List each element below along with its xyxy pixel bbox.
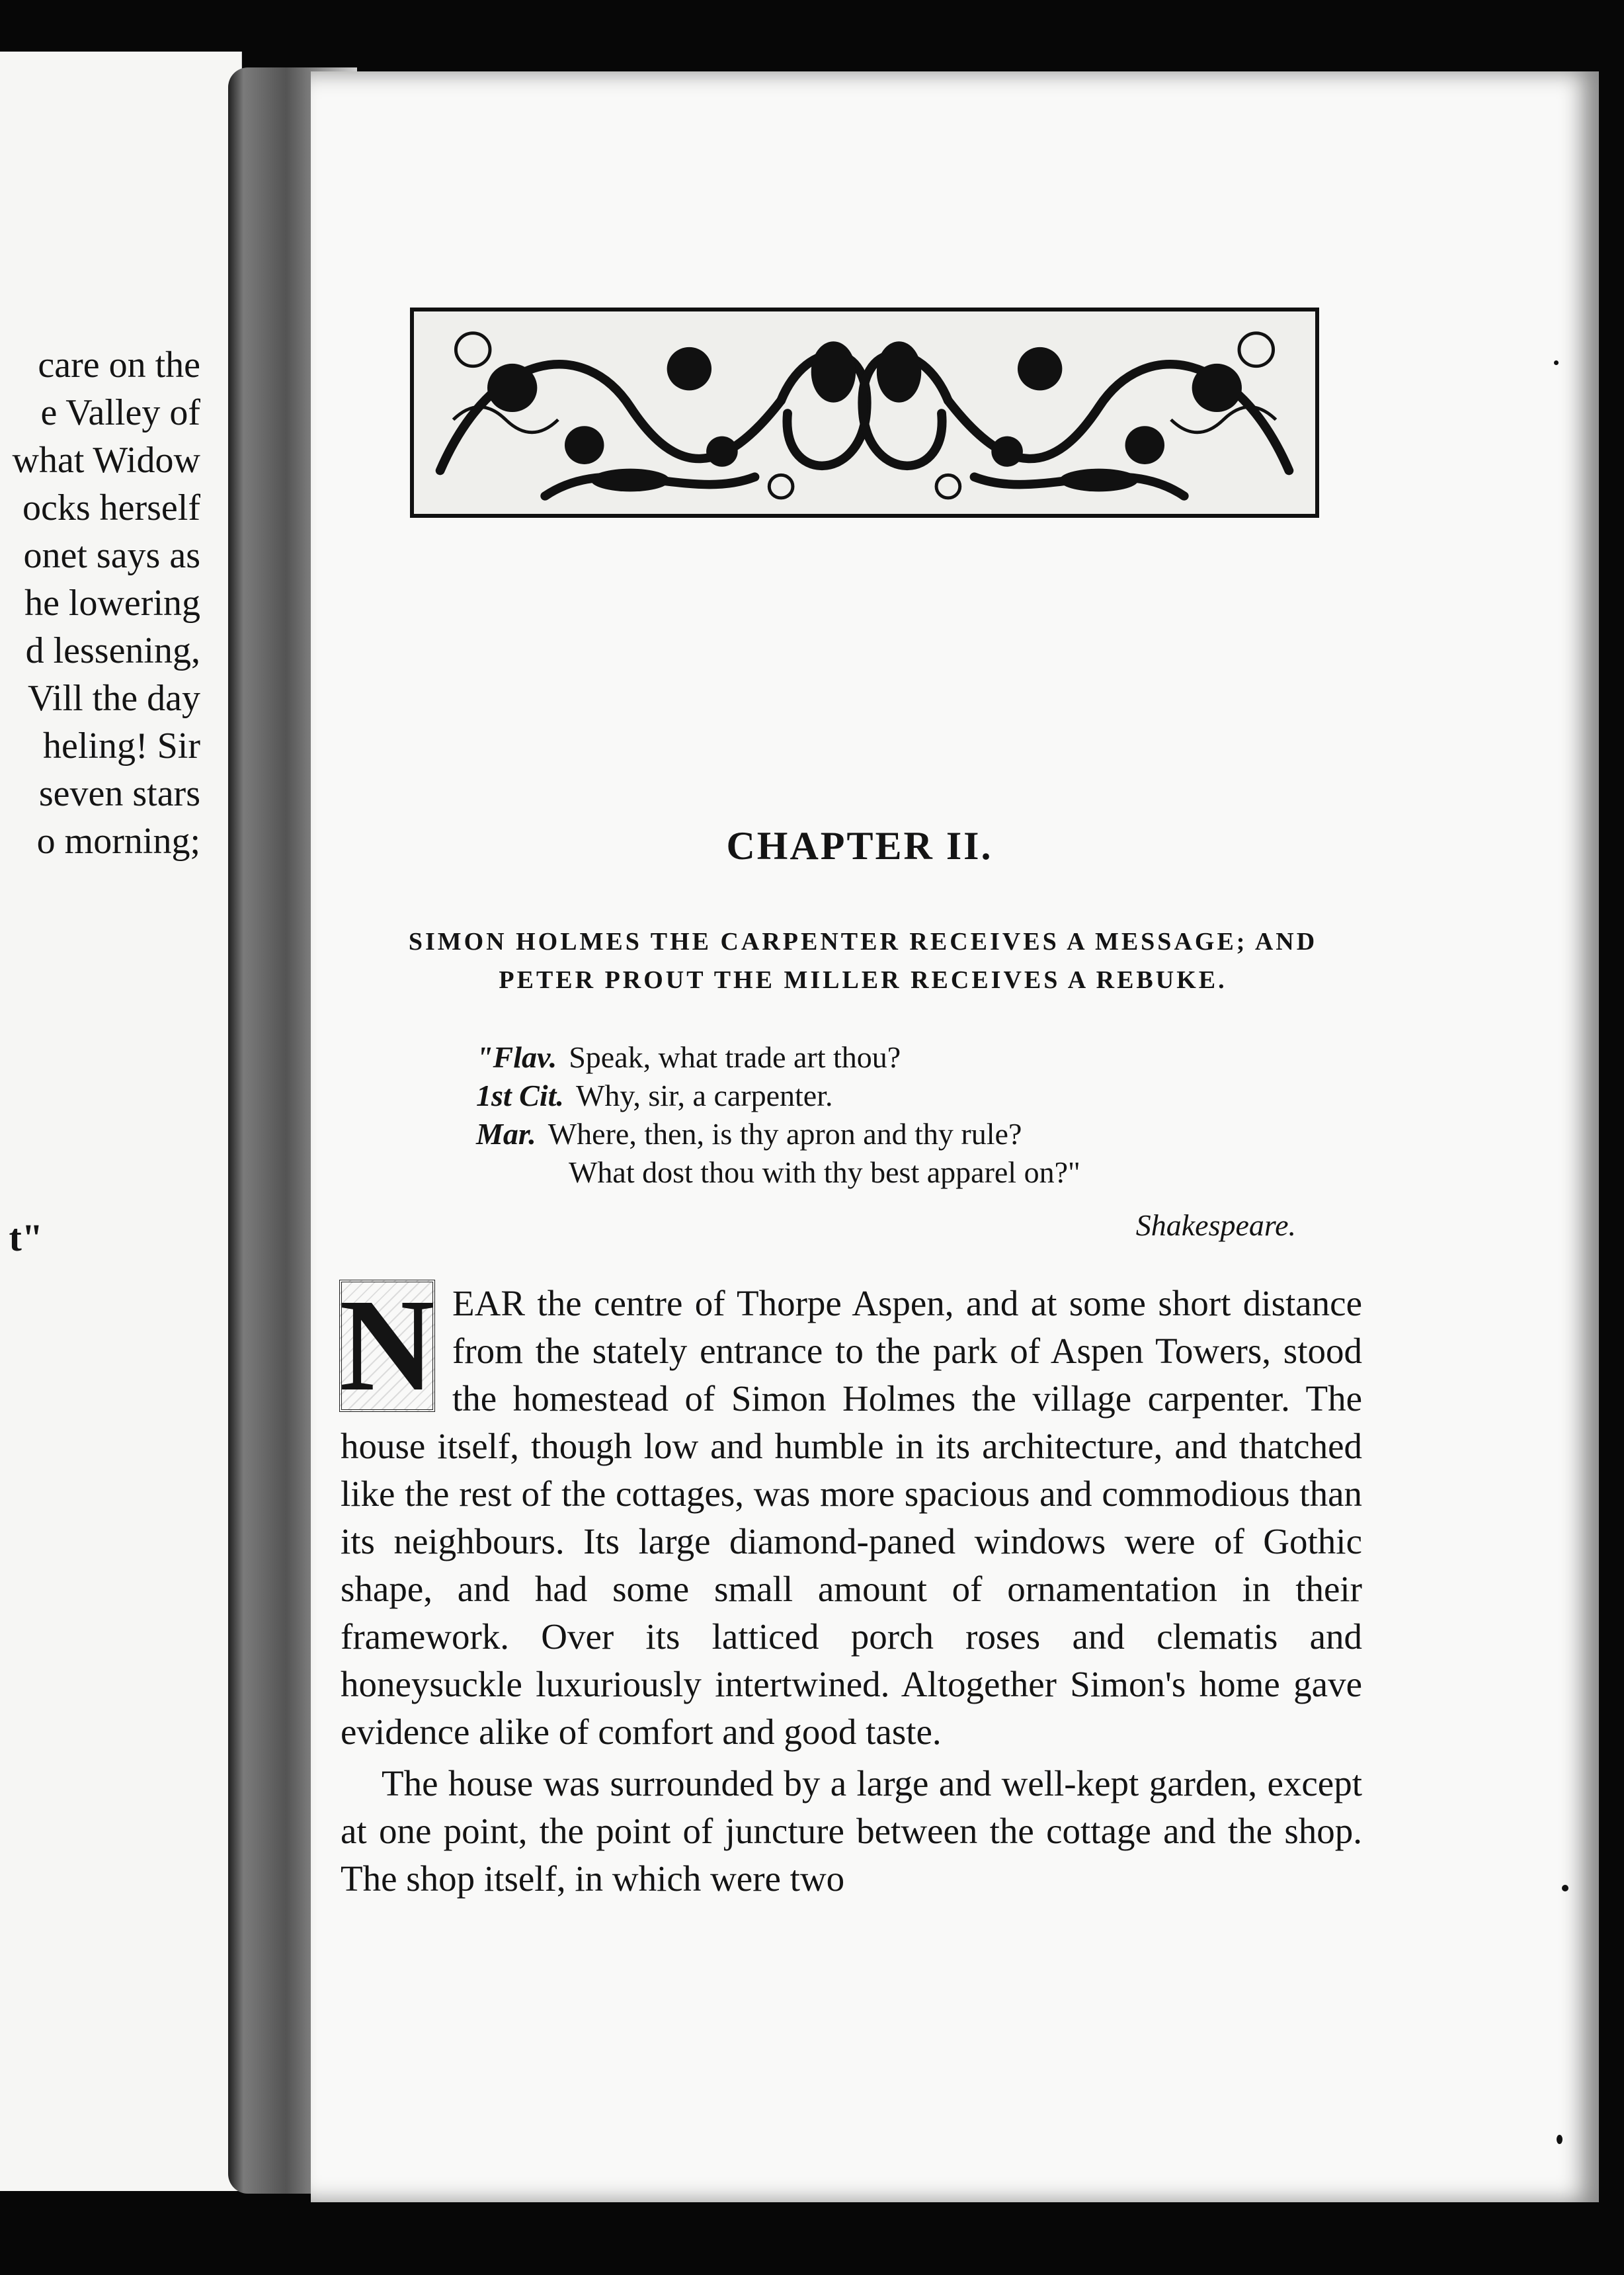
left-line: seven stars bbox=[38, 773, 200, 814]
scan-speck bbox=[1562, 1885, 1568, 1891]
epigraph-speaker: "Flav. bbox=[476, 1040, 557, 1074]
subtitle-line: PETER PROUT THE MILLER RECEIVES A REBUKE. bbox=[499, 966, 1227, 994]
epigraph-speaker: 1st Cit. bbox=[476, 1079, 564, 1112]
left-page-fragment: t" bbox=[9, 1216, 43, 1259]
left-line: onet says as bbox=[23, 535, 200, 576]
facing-left-page bbox=[0, 52, 242, 2191]
epigraph-text: Speak, what trade art thou? bbox=[569, 1040, 901, 1074]
epigraph-attribution: Shakespeare. bbox=[1135, 1208, 1296, 1242]
chapter-subtitle bbox=[384, 923, 1342, 999]
subtitle-line: SIMON HOLMES THE CARPENTER RECEIVES A MESSAGE; AND bbox=[408, 928, 1318, 956]
paragraph-2: The house was surrounded by a large and well-kept garden, except at one point, the point of juncture between the cottage and the shop. The shop itself, in which were two bbox=[341, 1763, 1362, 1899]
epigraph-text: What dost thou with thy best apparel on?" bbox=[569, 1155, 1080, 1189]
left-line: Vill the day bbox=[27, 678, 200, 719]
left-line: what Widow bbox=[12, 440, 200, 481]
paragraph-1-text: the centre of Thorpe Aspen, and at some short distance from the stately entrance to the park of Aspen Towers, stood the homestead of Simon Holmes the village carpenter. The house itself, though low and humble in its architecture, and thatched like the rest of the cottages, was more spacious and commodious than its neighbours. Its large diamond-paned windows were of Gothic shape, and had some small amount of ornamentation in their framework. Over its latticed porch roses and clematis and honeysuckle luxuriously intertwined. Altogether Simon's home gave evidence alike of comfort and good taste. bbox=[341, 1283, 1362, 1752]
left-line: ocks herself bbox=[22, 487, 200, 528]
epigraph-line bbox=[476, 1038, 1080, 1077]
epigraph-line bbox=[476, 1077, 1080, 1115]
paragraph-1 bbox=[339, 1272, 1362, 1756]
left-line: o morning; bbox=[36, 821, 200, 862]
epigraph-line bbox=[476, 1115, 1080, 1153]
left-line: d lessening, bbox=[25, 630, 200, 671]
epigraph-text: Why, sir, a carpenter. bbox=[575, 1079, 833, 1112]
first-words: EAR bbox=[452, 1283, 525, 1323]
scan-speck bbox=[1557, 2135, 1563, 2144]
body-text bbox=[339, 1272, 1362, 1903]
chapter-title: CHAPTER II. bbox=[726, 824, 993, 868]
left-line: e Valley of bbox=[40, 392, 200, 433]
drop-cap-n-icon: N bbox=[339, 1272, 435, 1419]
left-page-text bbox=[13, 341, 200, 865]
epigraph-line bbox=[476, 1153, 1080, 1192]
left-line: he lowering bbox=[24, 583, 200, 624]
scan-speck bbox=[1554, 360, 1559, 365]
epigraph-speaker: Mar. bbox=[476, 1117, 536, 1151]
floral-scroll-ornament-icon bbox=[410, 308, 1319, 518]
left-line: heling! Sir bbox=[43, 725, 200, 766]
epigraph bbox=[476, 1038, 1080, 1192]
epigraph-text: Where, then, is thy apron and thy rule? bbox=[548, 1117, 1022, 1151]
left-line: care on the bbox=[38, 345, 200, 386]
